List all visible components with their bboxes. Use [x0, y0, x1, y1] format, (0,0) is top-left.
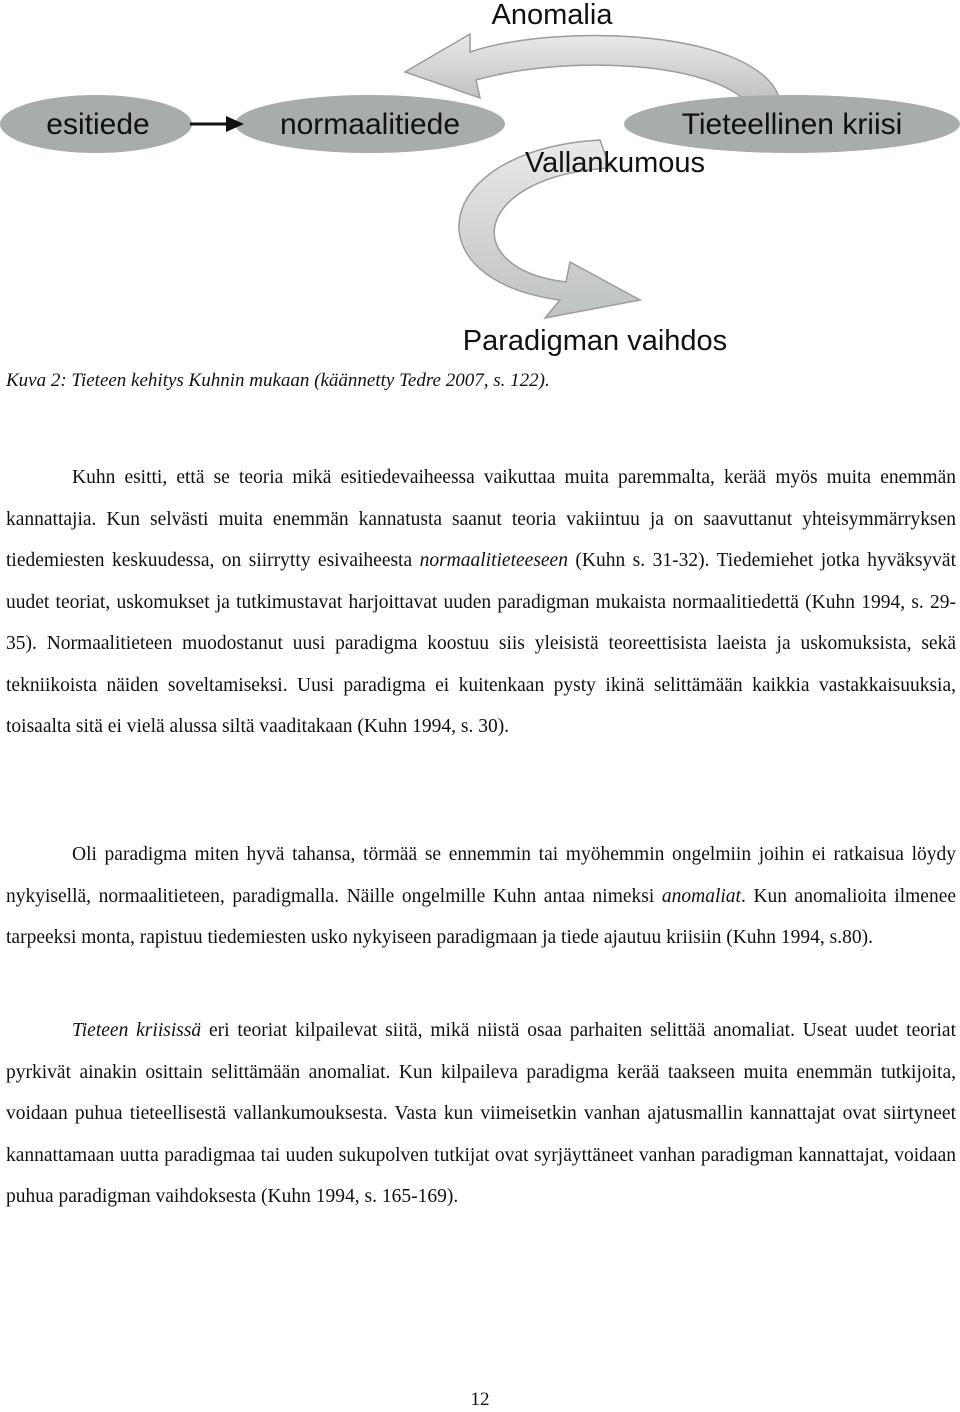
paragraph-2-text-a: Oli paradigma miten hyvä tahansa, törmää se ennemmin tai myöhemmin ongelmiin joihin ei ratkaisua löydy nykyisellä, normaalitieteen, paradigmalla. Näille ongelmille Kuhn antaa nimeksi [6, 844, 956, 907]
label-paradigman-vaihdos: Paradigman vaihdos [462, 325, 728, 357]
paragraph-1-term-normaalitiede: normaalitieteeseen [419, 550, 568, 571]
label-tieteellinen-kriisi: Tieteellinen kriisi [681, 108, 903, 141]
paragraph-3 [6, 1010, 956, 1218]
label-vallankumous: Vallankumous [524, 147, 706, 179]
paragraph-2-text-c: . Kun anomalioita ilmenee tarpeeksi monta, rapistuu tiedemiesten usko nykyiseen paradigmaan ja tiede ajautuu kriisiin (Kuhn 1994, s.80). [6, 885, 957, 948]
label-anomalia: Anomalia [491, 0, 613, 31]
paragraph-3-term-tieteen-kriisissa: Tieteen kriisissä [72, 1020, 202, 1041]
paragraph-3-text-b: eri teoriat kilpailevat siitä, mikä niistä osaa parhaiten selittää anomaliat. Useat uudet teoriat pyrkivät ainakin osittain selittämään anomaliat. Kun kilpaileva paradigma kerää taakseen muita enemmän tutkijoita, voidaan puhua tieteellisestä vallankumouksesta. Vasta kun viimeisetkin vanhan ajatusmallin kannattajat ovat siirtyneet kannattamaan uutta paradigmaa tai uuden sukupolven tutkijat ovat syrjäyttäneet vanhan paradigman kannattajat, voidaan puhua paradigman vaihdoksesta (Kuhn 1994, s. 165-169). [6, 1020, 956, 1207]
paragraph-2-term-anomaliat: anomaliat [661, 885, 741, 907]
label-esitiede: esitiede [46, 108, 150, 141]
figure-caption: Kuva 2: Tieteen kehitys Kuhnin mukaan (käännetty Tedre 2007, s. 122). [6, 370, 550, 391]
paragraph-1-text-a: Kuhn esitti, että se teoria mikä esitiedevaiheessa vaikuttaa muita paremmalta, kerää myös muita enemmän kannattajia. Kun selvästi muita enemmän kannatusta saanut teoria vakiintuu ja on saavuttanut yhteisymmärryksen tiedemiesten keskuudessa, on siirrytty esivaiheesta [6, 467, 956, 571]
paragraph-1 [6, 457, 956, 748]
label-normaalitiede: normaalitiede [279, 108, 461, 141]
page-number: 12 [470, 1389, 490, 1410]
upper-curved-arrow [405, 34, 780, 100]
arrow-esitiede-to-normaalitiede [190, 116, 244, 132]
paragraph-1-text-c: (Kuhn s. 31-32). Tiedemiehet jotka hyväksyvät uudet teoriat, uskomukset ja tutkimustavat harjoittavat uuden paradigman mukaista normaalitiedettä (Kuhn 1994, s. 29-35). Normaalitieteen muodostanut uusi paradigma koostuu siis yleisistä teoreettisista laeista ja uskomuksista, sekä tekniikoista näiden soveltamiseksi. Uusi paradigma ei kuitenkaan pysty ikinä selittämään kaikkia vastakkaisuuksia, toisaalta sitä ei vielä alussa siltä vaaditakaan (Kuhn 1994, s. 30). [6, 550, 957, 737]
kuhn-cycle-diagram [0, 0, 960, 360]
paragraph-2 [6, 834, 956, 959]
